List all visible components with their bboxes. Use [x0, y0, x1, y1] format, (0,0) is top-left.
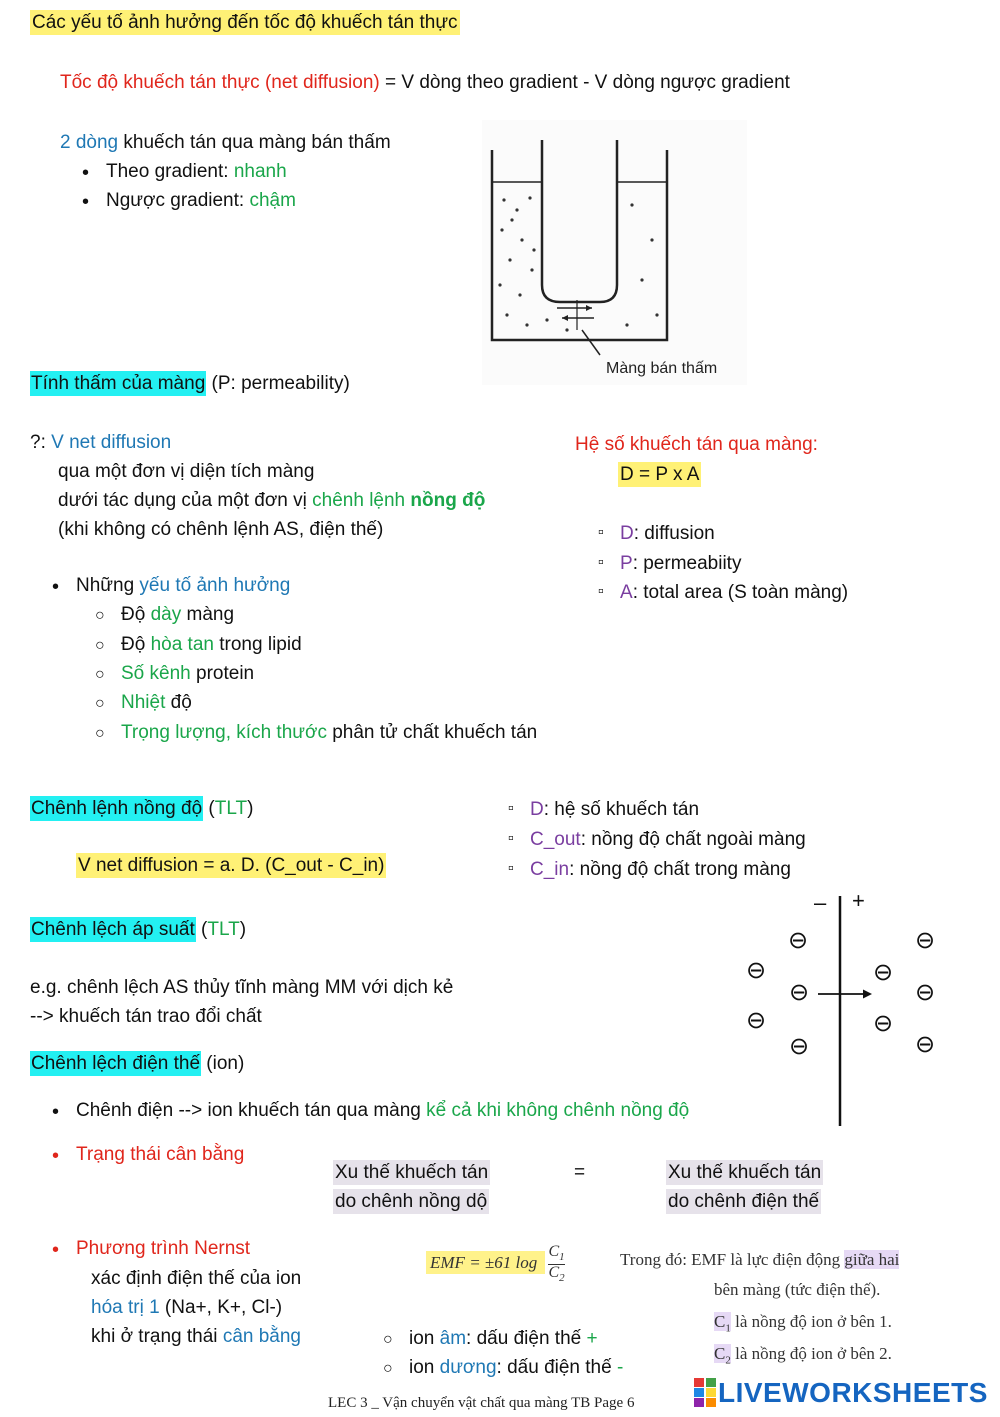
watermark-text: LIVEWORKSHEETS: [718, 1377, 988, 1408]
factors-heading: [76, 575, 290, 598]
paren: (: [195, 919, 208, 940]
net-diffusion-definition: [60, 72, 790, 95]
membrane-caption: Màng bán thấm: [606, 360, 718, 377]
list-item: [409, 1328, 598, 1351]
nernst-rest: (Na+, K+, Cl-): [159, 1297, 283, 1318]
coefficient-formula: [618, 464, 701, 487]
flow-value: nhanh: [233, 161, 287, 182]
box-line: Xu thế khuếch tán: [668, 1162, 822, 1183]
line-bold: nồng độ: [410, 490, 486, 511]
equilibrium-left-box: [333, 1158, 490, 1217]
nernst-line: [91, 1326, 301, 1349]
ion-charge: âm: [439, 1328, 467, 1349]
permeability-line: qua một đơn vị diện tích màng: [58, 461, 315, 482]
nernst-line: xác định điện thế của ion: [91, 1268, 302, 1289]
paren: ): [247, 798, 254, 819]
anion-icon: ⊖: [915, 978, 936, 1006]
ion-membrane-figure: [740, 888, 960, 1133]
title-text: Các yếu tố ảnh hưởng đến tốc độ khuếch tán thực: [32, 12, 458, 33]
list-item: [106, 161, 287, 184]
bullet-green: kể cả khi không chênh nồng độ: [426, 1100, 690, 1121]
factors-blue: yếu tố ảnh hưởng: [139, 575, 291, 596]
symbol: A: [620, 582, 633, 603]
factor-pre: Độ: [121, 604, 151, 625]
symbol-desc: : nồng độ chất trong màng: [569, 859, 791, 880]
bullet-text: Trạng thái cân bằng: [76, 1144, 245, 1165]
two-flows-lead: 2 dòng: [60, 132, 119, 153]
nernst-equation: [426, 1244, 565, 1284]
desc-sym: C: [714, 1344, 726, 1363]
symbol-desc: : nồng độ chất ngoài màng: [580, 829, 806, 850]
equals-sign: =: [574, 1162, 586, 1183]
nernst-desc-3: [714, 1312, 892, 1336]
anion-icon: ⊖: [915, 926, 936, 954]
list-item: [76, 1238, 250, 1261]
list-item: [530, 859, 791, 882]
symbol: P: [620, 553, 633, 574]
anion-icon: ⊖: [873, 1009, 894, 1037]
anion-icon: ⊖: [788, 926, 809, 954]
factors-pre: Những: [76, 575, 140, 596]
factor-pre: Độ: [121, 634, 151, 655]
u-tube-membrane-figure: [482, 120, 747, 385]
flow-label: Ngược gradient:: [106, 190, 250, 211]
factor-key: Số kênh: [121, 663, 191, 684]
electric-heading: [30, 1053, 244, 1076]
desc-sub: 1: [725, 1322, 731, 1335]
coefficient-title-text: Hệ số khuếch tán qua màng:: [575, 434, 818, 455]
box-line: do chênh điện thế: [668, 1191, 820, 1213]
two-flows-heading: [60, 132, 391, 155]
question-prefix: ?:: [30, 432, 52, 453]
line-text: dưới tác dụng của một đơn vị: [58, 490, 313, 511]
bullet-text: Phương trình Nernst: [76, 1238, 251, 1259]
desc-text: là nồng độ ion ở bên 2.: [730, 1344, 892, 1363]
list-item: [106, 190, 296, 213]
two-flows-rest: khuếch tán qua màng bán thấm: [118, 132, 391, 153]
ion-charge: dương: [439, 1357, 497, 1378]
tlt-tag: TLT: [214, 798, 248, 819]
list-item: [76, 1100, 689, 1123]
anion-icon: ⊖: [915, 1030, 936, 1058]
factor-post: trong lipid: [213, 634, 302, 655]
tlt-tag: TLT: [207, 919, 240, 940]
permeability-line: (khi không có chênh lệnh AS, điện thế): [58, 519, 384, 540]
permeability-question: [30, 432, 171, 455]
list-item: [121, 634, 302, 657]
factor-post: độ: [165, 692, 192, 713]
fraction: [548, 1244, 564, 1284]
nernst-desc-2: bên màng (tức điện thế).: [714, 1280, 881, 1299]
symbol: C_in: [530, 859, 570, 880]
nernst-blue: cân bằng: [222, 1326, 301, 1347]
symbol-desc: : hệ số khuếch tán: [543, 799, 700, 820]
paren: (: [203, 798, 215, 819]
symbol-desc: : total area (S toàn màng): [632, 582, 849, 603]
desc-highlight: giữa hai: [844, 1250, 900, 1269]
liveworksheets-logo[interactable]: [694, 1376, 988, 1410]
factor-post: phân tử chất khuếch tán: [326, 722, 538, 743]
line-green: chênh lệnh: [312, 490, 411, 511]
equilibrium-right-box: [666, 1158, 823, 1217]
coefficient-title: [575, 434, 818, 457]
list-item: [121, 692, 192, 715]
nernst-pre: khi ở trạng thái: [91, 1326, 223, 1347]
permeability-heading-rest: (P: permeability): [206, 373, 350, 394]
bullet-text: Chênh điện --> ion khuếch tán qua màng: [76, 1100, 427, 1121]
factor-post: màng: [181, 604, 235, 625]
desc-sym: C: [714, 1312, 726, 1331]
concentration-heading-text: Chênh lệnh nồng độ: [31, 798, 203, 819]
box-line: do chênh nồng dộ: [335, 1191, 488, 1213]
liveworksheets-logo-icon: [694, 1378, 716, 1408]
desc-sub: 2: [725, 1354, 731, 1367]
permeability-line: [58, 490, 485, 513]
list-item: [530, 799, 699, 822]
symbol-desc: : diffusion: [633, 523, 715, 544]
nernst-blue: hóa trị 1: [91, 1297, 160, 1318]
denominator: C: [548, 1263, 560, 1281]
box-line: Xu thế khuếch tán: [335, 1162, 489, 1183]
symbol: C_out: [530, 829, 581, 850]
desc-text: là nồng độ ion ở bên 1.: [730, 1312, 892, 1331]
nernst-desc-1: [620, 1250, 899, 1270]
factor-key: dày: [150, 604, 182, 625]
pressure-line: e.g. chênh lệch AS thủy tĩnh màng MM với dịch kẻ: [30, 977, 454, 998]
symbol: D: [530, 799, 544, 820]
pressure-heading: [30, 919, 246, 942]
permeability-heading: [30, 373, 350, 396]
factor-post: protein: [190, 663, 255, 684]
plus-sign: +: [852, 888, 865, 913]
list-item: [76, 1144, 244, 1167]
permeability-heading-text: Tính thấm của màng: [31, 373, 206, 394]
symbol-desc: : permeabiity: [632, 553, 742, 574]
list-item: [620, 523, 715, 546]
denominator-sub: 2: [559, 1271, 565, 1284]
list-item: [620, 553, 741, 576]
ion-pre: ion: [409, 1328, 440, 1349]
coefficient-formula-text: D = P x A: [620, 464, 700, 485]
numerator: C: [548, 1243, 560, 1260]
ion-pre: ion: [409, 1357, 440, 1378]
pressure-heading-text: Chênh lệch áp suất: [31, 919, 195, 940]
emf-eq: = ±61 log: [469, 1253, 538, 1273]
nernst-desc-4: [714, 1344, 892, 1368]
factor-key: hòa tan: [150, 634, 214, 655]
minus-sign: –: [814, 890, 827, 915]
page-title: [30, 12, 460, 35]
list-item: [121, 722, 537, 745]
paren: ): [239, 919, 247, 940]
net-diffusion-term: Tốc độ khuếch tán thực (net diffusion): [60, 72, 380, 93]
electric-heading-rest: (ion): [201, 1053, 245, 1074]
pressure-line: --> khuếch tán trao đổi chất: [30, 1006, 262, 1027]
concentration-heading: [30, 798, 253, 821]
anion-icon: ⊖: [873, 958, 894, 986]
list-item: [121, 663, 254, 686]
anion-icon: ⊖: [746, 1006, 767, 1034]
anion-icon: ⊖: [789, 978, 810, 1006]
question-term: V net diffusion: [51, 432, 172, 453]
ion-sign: +: [586, 1328, 598, 1349]
numerator-sub: 1: [559, 1251, 565, 1264]
factor-key: Trọng lượng, kích thước: [121, 722, 327, 743]
list-item: [409, 1357, 623, 1380]
concentration-formula: [76, 855, 386, 878]
anion-icon: ⊖: [789, 1032, 810, 1060]
flow-value: chậm: [249, 190, 296, 211]
emf-label: EMF: [430, 1253, 465, 1273]
ion-mid: : dấu điện thế: [496, 1357, 617, 1378]
list-item: [620, 582, 848, 605]
list-item: [121, 604, 234, 627]
electric-heading-text: Chênh lệch điện thế: [31, 1053, 201, 1074]
symbol: D: [620, 523, 634, 544]
concentration-formula-text: V net diffusion = a. D. (C_out - C_in): [78, 855, 385, 876]
factor-key: Nhiệt: [121, 692, 166, 713]
desc-text: Trong đó: EMF là lực điện động: [620, 1250, 845, 1269]
net-diffusion-formula: = V dòng theo gradient - V dòng ngược gradient: [379, 72, 790, 93]
page-footer: LEC 3 _ Vận chuyển vật chất qua màng TB Page 6: [328, 1395, 635, 1411]
nernst-line: [91, 1297, 282, 1320]
ion-mid: : dấu điện thế: [466, 1328, 587, 1349]
flow-label: Theo gradient:: [106, 161, 234, 182]
anion-icon: ⊖: [746, 956, 767, 984]
list-item: [530, 829, 806, 852]
ion-sign: -: [616, 1357, 624, 1378]
